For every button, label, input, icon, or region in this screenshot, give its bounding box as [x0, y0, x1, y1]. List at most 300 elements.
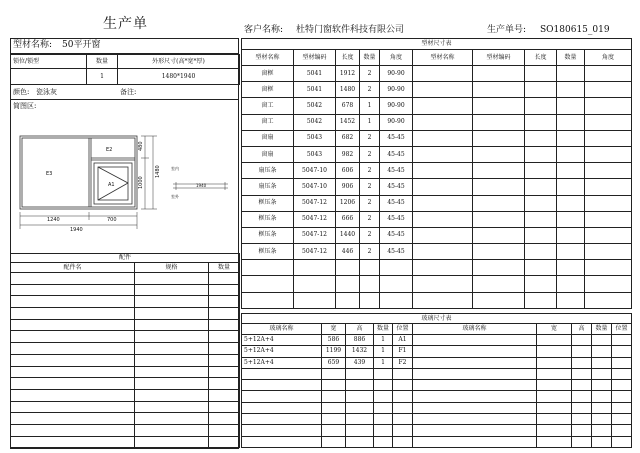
table-cell	[557, 195, 585, 211]
table-cell	[11, 401, 135, 413]
table-cell	[585, 66, 632, 82]
table-cell	[413, 82, 473, 98]
table-cell	[537, 414, 572, 425]
table-cell: F2	[393, 357, 413, 368]
section-label-outdoor: 室外	[171, 194, 179, 199]
table-cell	[346, 425, 374, 436]
table-cell: 90-90	[380, 98, 413, 114]
table-cell	[557, 130, 585, 146]
table-cell: 1206	[336, 195, 360, 211]
table-cell	[585, 82, 632, 98]
table-cell	[557, 227, 585, 243]
table-cell	[612, 425, 632, 436]
table-cell	[135, 413, 209, 425]
table-cell: 906	[336, 179, 360, 195]
table-cell	[473, 211, 525, 227]
glass-row	[242, 368, 632, 379]
table-cell: F1	[393, 346, 413, 357]
table-cell	[585, 211, 632, 227]
table-cell: 666	[336, 211, 360, 227]
table-cell: 框压条	[242, 195, 294, 211]
table-cell	[473, 260, 525, 276]
table-cell: 886	[346, 335, 374, 346]
table-cell	[393, 402, 413, 413]
table-cell: 2	[360, 163, 380, 179]
profile-row	[242, 276, 632, 292]
table-cell	[585, 179, 632, 195]
table-cell	[135, 378, 209, 390]
table-cell	[557, 146, 585, 162]
parts-empty-row	[11, 378, 240, 390]
glass-col-header: 玻璃名称	[413, 324, 537, 335]
profile-size-table	[241, 38, 632, 309]
table-cell	[572, 335, 592, 346]
table-cell: 439	[346, 357, 374, 368]
table-cell: 1	[374, 346, 393, 357]
parts-empty-row	[11, 366, 240, 378]
table-cell: 586	[322, 335, 346, 346]
table-cell	[612, 402, 632, 413]
table-cell	[11, 273, 135, 285]
table-cell	[413, 98, 473, 114]
cell-lock	[11, 69, 87, 85]
table-cell	[413, 66, 473, 82]
glass-row	[242, 335, 632, 346]
profile-row	[242, 195, 632, 211]
table-cell	[11, 378, 135, 390]
table-cell	[135, 436, 209, 448]
table-cell	[242, 402, 322, 413]
profile-title-row	[242, 39, 632, 50]
parts-empty-row	[11, 401, 240, 413]
parts-empty-row	[11, 308, 240, 320]
table-cell: 窗扇	[242, 130, 294, 146]
sketch-dim-h2: 1000	[138, 176, 144, 189]
table-cell: 5+12A+4	[242, 346, 322, 357]
table-cell: 5047-10	[294, 163, 336, 179]
table-cell	[413, 425, 537, 436]
table-cell: 5043	[294, 130, 336, 146]
customer-name: 杜特门窗软件科技有限公司	[296, 25, 405, 35]
parts-empty-row	[11, 319, 240, 331]
table-cell	[557, 163, 585, 179]
table-cell: 1	[360, 98, 380, 114]
table-cell	[585, 292, 632, 308]
table-cell	[374, 402, 393, 413]
table-cell: 框压条	[242, 211, 294, 227]
table-cell	[557, 82, 585, 98]
table-cell: 5042	[294, 114, 336, 130]
table-cell	[380, 276, 413, 292]
table-cell	[473, 227, 525, 243]
glass-col-header: 数量	[374, 324, 393, 335]
table-cell	[209, 424, 240, 436]
table-cell	[413, 357, 537, 368]
table-cell: 窗框	[242, 82, 294, 98]
table-cell	[11, 331, 135, 343]
table-cell	[374, 368, 393, 379]
profile-row	[242, 179, 632, 195]
table-cell	[592, 425, 612, 436]
glass-row	[242, 436, 632, 447]
table-cell	[11, 284, 135, 296]
table-cell: 窗工	[242, 114, 294, 130]
table-cell	[11, 389, 135, 401]
table-cell: A1	[393, 335, 413, 346]
table-cell	[572, 357, 592, 368]
table-cell	[525, 211, 557, 227]
table-cell	[135, 366, 209, 378]
table-cell	[537, 391, 572, 402]
table-cell	[473, 179, 525, 195]
table-cell: 446	[336, 244, 360, 260]
table-cell	[592, 436, 612, 447]
table-cell	[592, 357, 612, 368]
customer-label: 客户名称:	[244, 25, 284, 35]
table-cell	[585, 244, 632, 260]
color-label: 颜色:	[13, 88, 30, 96]
table-cell	[572, 380, 592, 391]
profile-col-header: 角度	[585, 50, 632, 66]
profile-col-header: 型材名称	[242, 50, 294, 66]
table-cell	[473, 82, 525, 98]
profile-col-header: 长度	[525, 50, 557, 66]
table-cell	[592, 391, 612, 402]
table-cell	[393, 368, 413, 379]
parts-empty-row	[11, 424, 240, 436]
table-cell	[585, 146, 632, 162]
table-cell	[557, 66, 585, 82]
document-title: 生产单	[103, 16, 148, 32]
table-cell	[525, 276, 557, 292]
table-cell: 5+12A+4	[242, 357, 322, 368]
table-cell	[135, 401, 209, 413]
table-cell	[413, 414, 537, 425]
table-cell	[525, 130, 557, 146]
table-cell: 45-45	[380, 130, 413, 146]
section-dim: 1940	[196, 183, 207, 188]
table-cell	[322, 368, 346, 379]
table-cell	[209, 296, 240, 308]
profile-row	[242, 82, 632, 98]
sketch-dim-ht: 1480	[155, 165, 161, 178]
table-cell	[11, 436, 135, 448]
table-cell: 45-45	[380, 211, 413, 227]
glass-row	[242, 402, 632, 413]
table-cell	[11, 366, 135, 378]
parts-empty-row	[11, 343, 240, 355]
glass-size-table	[241, 313, 632, 448]
table-cell	[11, 413, 135, 425]
table-cell	[242, 425, 322, 436]
profile-row	[242, 227, 632, 243]
glass-col-header: 位置	[612, 324, 632, 335]
table-cell: 2	[360, 82, 380, 98]
table-cell	[525, 82, 557, 98]
profile-row	[242, 163, 632, 179]
table-cell	[572, 414, 592, 425]
table-cell	[537, 335, 572, 346]
table-cell	[135, 354, 209, 366]
table-cell	[592, 335, 612, 346]
table-cell	[592, 346, 612, 357]
table-cell	[393, 436, 413, 447]
table-cell	[413, 335, 537, 346]
table-cell	[360, 292, 380, 308]
table-cell: 1912	[336, 66, 360, 82]
table-cell: 窗扇	[242, 146, 294, 162]
table-cell	[374, 391, 393, 402]
glass-col-header: 玻璃名称	[242, 324, 322, 335]
table-cell: 5047-12	[294, 195, 336, 211]
table-cell: 扇压条	[242, 179, 294, 195]
table-cell	[585, 276, 632, 292]
table-cell: 窗工	[242, 98, 294, 114]
table-cell	[322, 402, 346, 413]
profile-col-header: 角度	[380, 50, 413, 66]
glass-header-row	[242, 324, 632, 335]
sketch-dim-w2: 700	[107, 217, 117, 223]
glass-row	[242, 414, 632, 425]
table-cell	[209, 273, 240, 285]
table-cell: 45-45	[380, 244, 413, 260]
table-cell: 678	[336, 98, 360, 114]
table-cell	[242, 436, 322, 447]
table-cell	[572, 425, 592, 436]
table-cell	[346, 436, 374, 447]
table-cell	[585, 98, 632, 114]
table-cell	[557, 98, 585, 114]
table-cell	[413, 227, 473, 243]
table-cell	[525, 195, 557, 211]
table-cell	[242, 380, 322, 391]
table-cell: 5047-12	[294, 244, 336, 260]
table-cell	[135, 319, 209, 331]
table-cell: 2	[360, 130, 380, 146]
table-cell	[393, 425, 413, 436]
table-cell	[537, 425, 572, 436]
table-cell	[209, 413, 240, 425]
table-cell	[413, 346, 537, 357]
table-cell	[473, 195, 525, 211]
glass-col-header: 高	[572, 324, 592, 335]
table-cell: 90-90	[380, 114, 413, 130]
table-cell	[346, 380, 374, 391]
table-cell	[413, 211, 473, 227]
table-cell	[612, 335, 632, 346]
table-cell	[393, 391, 413, 402]
table-cell	[322, 391, 346, 402]
table-cell	[209, 378, 240, 390]
table-cell	[360, 276, 380, 292]
table-cell	[413, 436, 537, 447]
table-cell	[322, 436, 346, 447]
table-cell: 2	[360, 146, 380, 162]
parts-empty-row	[11, 331, 240, 343]
table-cell	[473, 276, 525, 292]
table-cell	[585, 227, 632, 243]
table-cell	[135, 389, 209, 401]
parts-empty-row	[11, 354, 240, 366]
table-cell	[322, 425, 346, 436]
glass-col-header: 位置	[393, 324, 413, 335]
sketch-label: 简图区:	[13, 102, 37, 110]
table-cell	[557, 260, 585, 276]
parts-col-header: 配件名	[11, 263, 135, 273]
table-cell	[557, 244, 585, 260]
table-cell	[360, 260, 380, 276]
table-cell: 682	[336, 130, 360, 146]
section-label-indoor: 室内	[171, 166, 179, 171]
color-value: 瓷泳灰	[36, 88, 57, 96]
glass-table-title: 玻璃尺寸表	[242, 314, 632, 324]
table-cell	[537, 436, 572, 447]
window-sketch	[10, 100, 239, 252]
table-cell	[413, 380, 537, 391]
table-cell	[585, 163, 632, 179]
table-cell: 2	[360, 211, 380, 227]
table-cell: 1	[374, 357, 393, 368]
glass-row	[242, 357, 632, 368]
table-cell	[612, 414, 632, 425]
sketch-outer-frame	[20, 136, 137, 209]
table-cell	[209, 308, 240, 320]
remark-label: 备注:	[120, 88, 137, 96]
parts-empty-row	[11, 284, 240, 296]
table-cell	[11, 343, 135, 355]
table-cell	[473, 66, 525, 82]
cell-qty: 1	[87, 69, 118, 85]
table-cell: 1199	[322, 346, 346, 357]
table-cell: 1440	[336, 227, 360, 243]
table-cell	[537, 357, 572, 368]
table-cell	[209, 401, 240, 413]
table-cell: 2	[360, 195, 380, 211]
table-cell	[413, 146, 473, 162]
table-cell	[135, 296, 209, 308]
parts-empty-row	[11, 273, 240, 285]
table-cell	[525, 244, 557, 260]
table-cell: 45-45	[380, 227, 413, 243]
profile-table-title: 型材尺寸表	[242, 39, 632, 50]
table-cell	[393, 414, 413, 425]
table-cell	[242, 368, 322, 379]
sketch-dim-wt: 1940	[70, 227, 83, 233]
parts-header-row	[11, 263, 240, 273]
table-cell: 45-45	[380, 179, 413, 195]
table-cell	[585, 195, 632, 211]
table-cell: 45-45	[380, 163, 413, 179]
table-cell: 5041	[294, 66, 336, 82]
table-cell	[294, 292, 336, 308]
table-cell	[11, 354, 135, 366]
table-cell	[572, 368, 592, 379]
table-cell	[135, 273, 209, 285]
table-cell	[612, 346, 632, 357]
table-cell	[374, 436, 393, 447]
table-cell: 5047-12	[294, 211, 336, 227]
parts-title: 配件	[11, 254, 240, 263]
table-cell	[242, 260, 294, 276]
table-cell	[473, 146, 525, 162]
table-cell	[592, 414, 612, 425]
table-cell	[612, 368, 632, 379]
profile-row	[242, 130, 632, 146]
table-cell: 窗框	[242, 66, 294, 82]
table-cell	[413, 163, 473, 179]
table-cell	[336, 292, 360, 308]
profile-name-value: 50平开窗	[62, 40, 101, 50]
profile-row	[242, 244, 632, 260]
table-cell	[135, 343, 209, 355]
table-cell	[557, 292, 585, 308]
parts-empty-row	[11, 296, 240, 308]
table-cell	[525, 163, 557, 179]
table-cell: 90-90	[380, 82, 413, 98]
table-cell: 5047-10	[294, 179, 336, 195]
table-cell	[537, 368, 572, 379]
profile-name-label: 型材名称:	[13, 40, 53, 50]
parts-title-row	[11, 254, 240, 263]
profile-row	[242, 98, 632, 114]
table-cell: 1480	[336, 82, 360, 98]
profile-row	[242, 66, 632, 82]
table-cell: 1	[360, 114, 380, 130]
glass-col-header: 宽	[322, 324, 346, 335]
table-cell	[336, 260, 360, 276]
parts-col-header: 规格	[135, 263, 209, 273]
table-cell	[413, 368, 537, 379]
profile-col-header: 数量	[360, 50, 380, 66]
table-cell	[413, 179, 473, 195]
table-cell	[572, 402, 592, 413]
parts-col-header: 数量	[209, 263, 240, 273]
table-cell	[209, 354, 240, 366]
table-cell	[393, 380, 413, 391]
table-cell	[525, 66, 557, 82]
table-cell	[557, 211, 585, 227]
parts-empty-row	[11, 413, 240, 425]
parts-empty-row	[11, 389, 240, 401]
table-cell	[322, 414, 346, 425]
table-cell: 2	[360, 227, 380, 243]
table-cell	[209, 284, 240, 296]
table-cell	[592, 368, 612, 379]
table-cell	[413, 130, 473, 146]
table-cell	[525, 179, 557, 195]
glass-row	[242, 425, 632, 436]
order-label: 生产单号:	[487, 25, 527, 35]
table-cell	[322, 380, 346, 391]
table-cell	[585, 130, 632, 146]
table-cell: 1	[374, 335, 393, 346]
profile-col-header: 长度	[336, 50, 360, 66]
table-cell	[209, 436, 240, 448]
table-cell: 框压条	[242, 244, 294, 260]
profile-row	[242, 260, 632, 276]
table-cell	[346, 414, 374, 425]
col-size: 外形尺寸(高*宽*厚)	[118, 55, 240, 69]
sketch-dim-w1: 1240	[47, 217, 60, 223]
glass-row	[242, 346, 632, 357]
sketch-label-a1: A1	[108, 182, 115, 188]
table-cell	[294, 260, 336, 276]
table-cell	[413, 260, 473, 276]
table-cell	[585, 260, 632, 276]
cell-size: 1480*1940	[118, 69, 240, 85]
table-cell	[135, 424, 209, 436]
table-cell	[413, 391, 537, 402]
